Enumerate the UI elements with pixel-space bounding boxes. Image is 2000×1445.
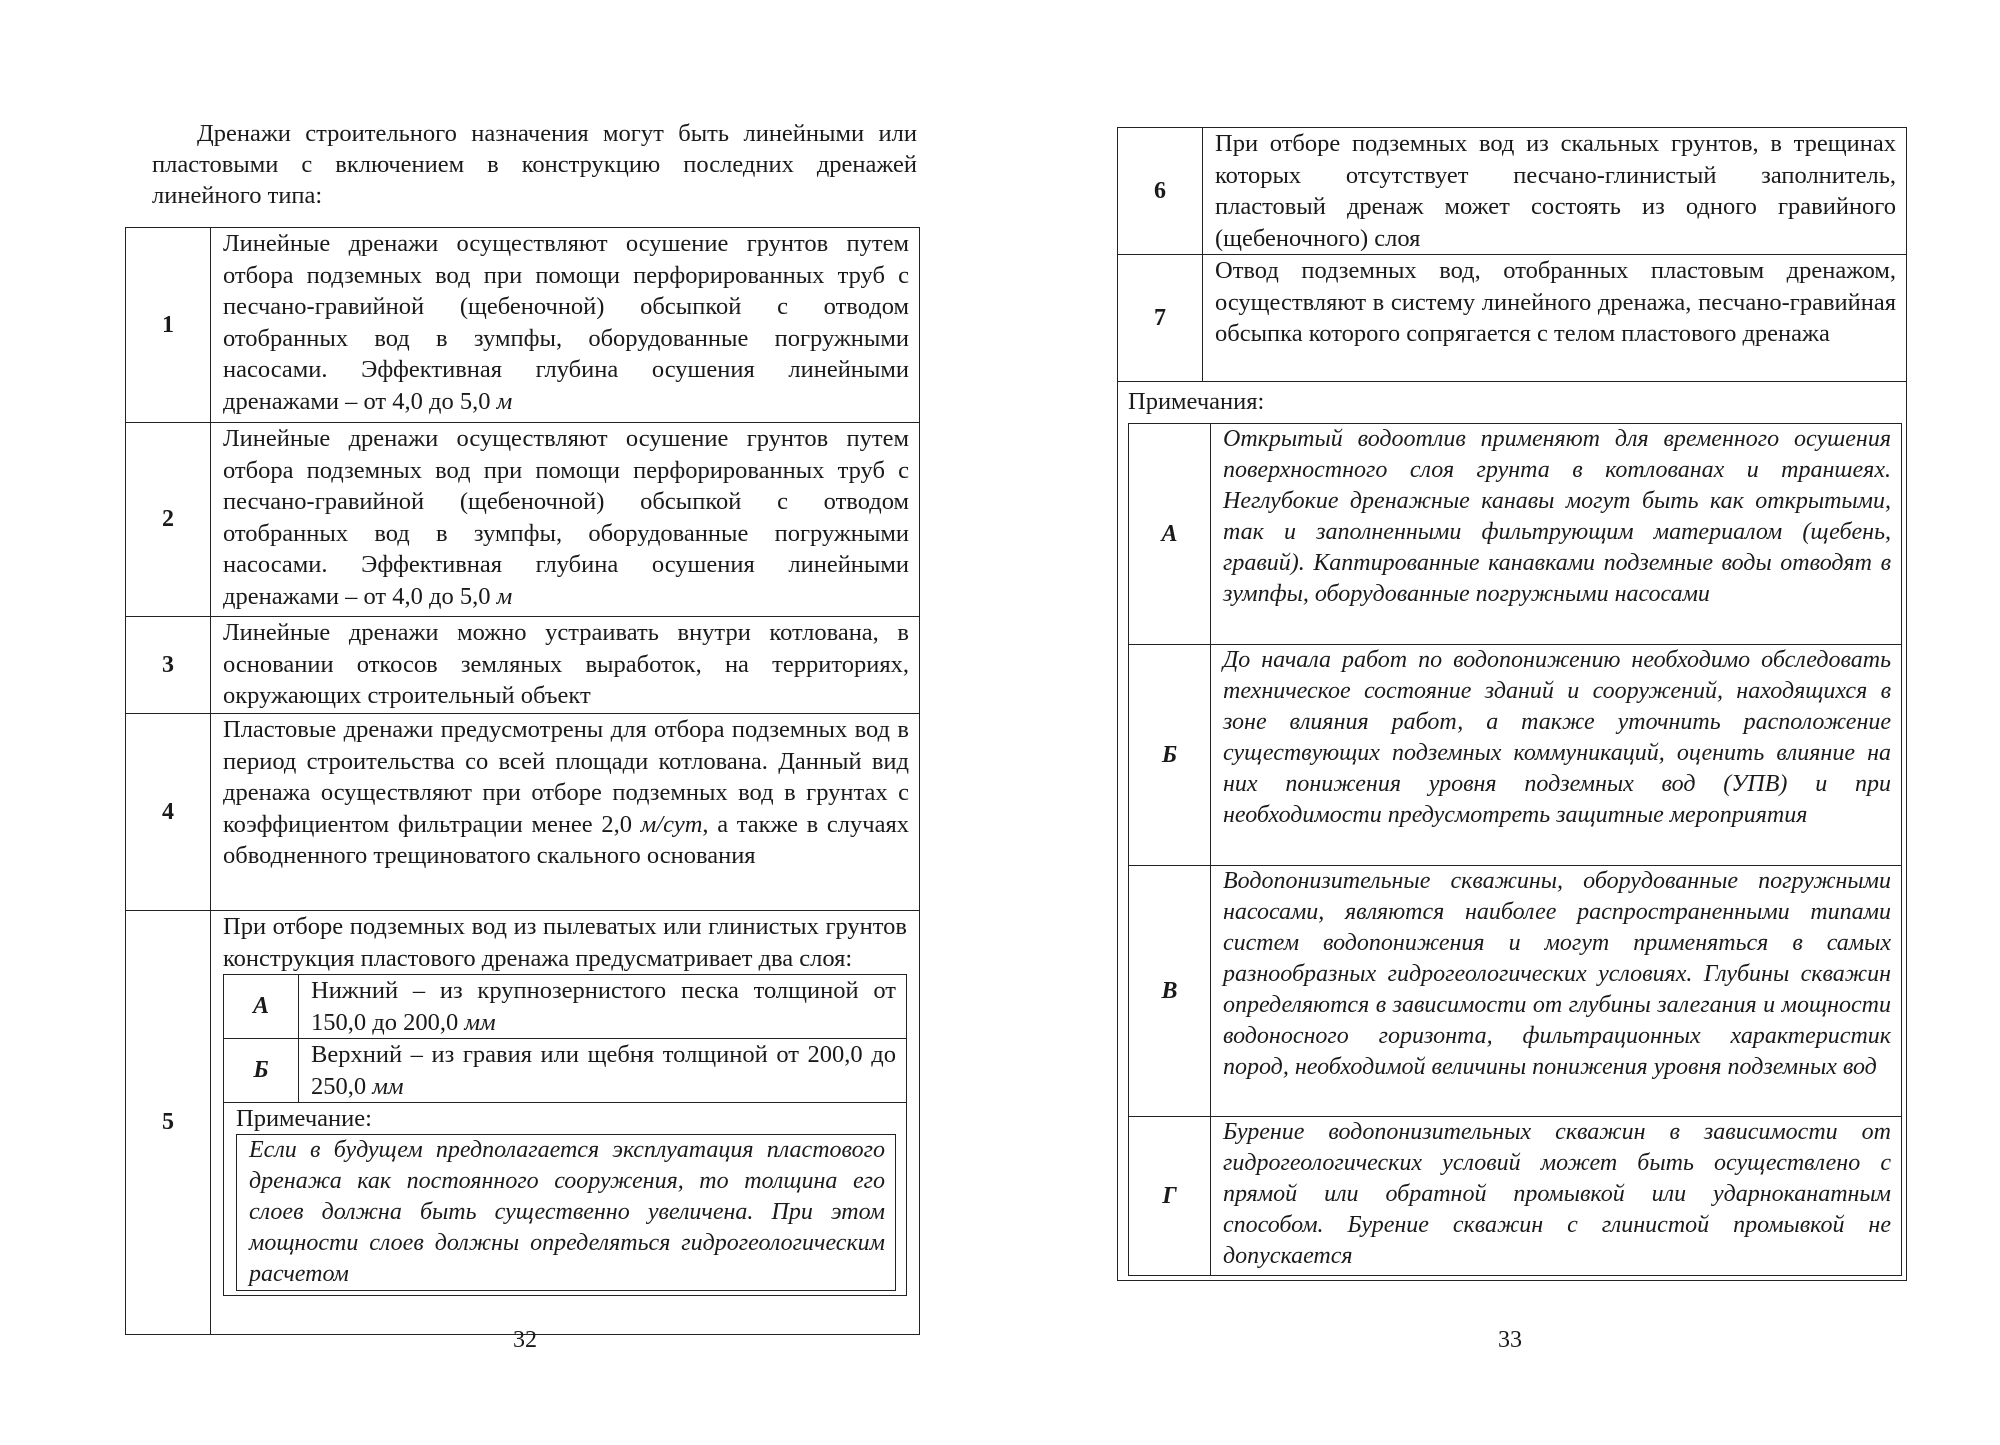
table-row	[126, 617, 920, 714]
row-number: 6	[1118, 128, 1203, 255]
unit: мм	[372, 1072, 404, 1100]
note-letter: Г	[1129, 1117, 1211, 1276]
row-number: 5	[126, 911, 211, 1335]
note-label: Примечание:	[236, 1105, 372, 1132]
layer-text: Нижний – из крупнозернистого песка толщиной от 150,0 до 200,0 мм	[299, 975, 907, 1039]
table-row	[126, 423, 920, 617]
right-page	[1000, 0, 2000, 1445]
row-text: Отвод подземных вод, отобранных пластовым дренажом, осуществляют в систему линейного дренажа, песчано-гравийная обсыпка которого сопрягается с телом пластового дренажа	[1203, 255, 1907, 382]
note-item	[1129, 645, 1902, 866]
layer-row	[224, 1039, 907, 1103]
note-cell	[224, 1103, 907, 1296]
note-item	[1129, 1117, 1902, 1276]
table-row	[1118, 255, 1907, 382]
note-letter: В	[1129, 866, 1211, 1117]
page-number: 32	[513, 1327, 537, 1353]
intro-paragraph: Дренажи строительного назначения могут быть линейными или пластовыми с включением в конструкцию последних дренажей линейного типа:	[152, 120, 917, 209]
unit: м	[496, 387, 513, 415]
note-text: Открытый водоотлив применяют для временного осушения поверхностного слоя грунта в котлованах и траншеях. Неглубокие дренажные канавы могут быть как открытыми, так и заполненными фильтрующим материалом (щебень, гравий). Каптированные канавками подземные воды отводят в зумпфы, оборудованные погружными насосами	[1211, 424, 1902, 645]
note-text: Бурение водопонизительных скважин в зависимости от гидрогеологических условий может быть осуществлено с прямой или обратной промывкой или ударноканатным способом. Бурение скважин с глинистой промывкой не допускается	[1211, 1117, 1902, 1276]
table-row	[126, 714, 920, 911]
notes-cell	[1118, 382, 1907, 1281]
note-item	[1129, 866, 1902, 1117]
unit: м/сут	[640, 810, 703, 838]
row-number: 2	[126, 423, 211, 617]
note-text: Водопонизительные скважины, оборудованные погружными насосами, являются наиболее распространенными типами систем водопонижения и могут применяться в самых разнообразных гидрогеологических условиях. Глубины скважин определяются в зависимости от глубины залегания и мощности водоносного горизонта, фильтрационных характеристик пород, необходимой величины понижения уровня подземных вод	[1211, 866, 1902, 1117]
row-text: Пластовые дренажи предусмотрены для отбора подземных вод в период строительства со всей площади котлована. Данный вид дренажа осуществляют при отборе подземных вод в грунтах с коэффициентом фильтрации менее 2,0 м/сут, а также в случаях обводненного трещиноватого скального основания	[211, 714, 920, 911]
drainage-table-right	[1117, 127, 1907, 1281]
row-text: Линейные дренажи осуществляют осушение грунтов путем отбора подземных вод при помощи перфорированных труб с песчано-гравийной (щебеночной) обсыпкой с отводом отобранных вод в зумпфы, оборудованные погружными насосами. Эффективная глубина осушения линейными дренажами – от 4,0 до 5,0 м	[211, 423, 920, 617]
notes-label: Примечания:	[1128, 388, 1265, 415]
row-number: 3	[126, 617, 211, 714]
notes-table	[1128, 423, 1902, 1276]
note-text: До начала работ по водопонижению необходимо обследовать техническое состояние зданий и сооружений, находящихся в зоне влияния работ, а также уточнить расположение существующих подземных коммуникаций, оценить влияние на них понижения уровня подземных вод (УПВ) и при необходимости предусмотреть защитные мероприятия	[1211, 645, 1902, 866]
row-number: 7	[1118, 255, 1203, 382]
layers-table	[223, 974, 907, 1296]
layer-letter: А	[224, 975, 299, 1039]
note-row	[224, 1103, 907, 1296]
row-text: Линейные дренажи осуществляют осушение грунтов путем отбора подземных вод при помощи перфорированных труб с песчано-гравийной (щебеночной) обсыпкой с отводом отобранных вод в зумпфы, оборудованные погружными насосами. Эффективная глубина осушения линейными дренажами – от 4,0 до 5,0 м	[211, 228, 920, 423]
note-item	[1129, 424, 1902, 645]
layer-letter: Б	[224, 1039, 299, 1103]
row-number: 4	[126, 714, 211, 911]
layer-text: Верхний – из гравия или щебня толщиной от 200,0 до 250,0 мм	[299, 1039, 907, 1103]
note-letter: Б	[1129, 645, 1211, 866]
page-number: 33	[1498, 1327, 1522, 1353]
row-number: 1	[126, 228, 211, 423]
row-text: При отборе подземных вод из скальных грунтов, в трещинах которых отсутствует песчано-глинистый заполнитель, пластовый дренаж может состоять из одного гравийного (щебеночного) слоя	[1203, 128, 1907, 255]
note-text: Если в будущем предполагается эксплуатация пластового дренажа как постоянного сооружения, то толщина его слоев должна быть существенно увеличена. При этом мощности слоев должны определяться гидрогеологическим расчетом	[236, 1134, 896, 1291]
note-letter: А	[1129, 424, 1211, 645]
table-row	[1118, 128, 1907, 255]
table-row	[126, 228, 920, 423]
unit: мм	[464, 1008, 496, 1036]
row-text	[211, 911, 920, 1335]
row-text: Линейные дренажи можно устраивать внутри котлована, в основании откосов земляных выработок, на территориях, окружающих строительный объект	[211, 617, 920, 714]
row-5-text: При отборе подземных вод из пылеватых или глинистых грунтов конструкция пластового дренажа предусматривает два слоя:	[223, 913, 907, 972]
table-row	[126, 911, 920, 1335]
drainage-table-left	[125, 227, 920, 1335]
unit: м	[496, 582, 513, 610]
notes-area	[1118, 382, 1906, 1280]
notes-row	[1118, 382, 1907, 1281]
layer-row	[224, 975, 907, 1039]
